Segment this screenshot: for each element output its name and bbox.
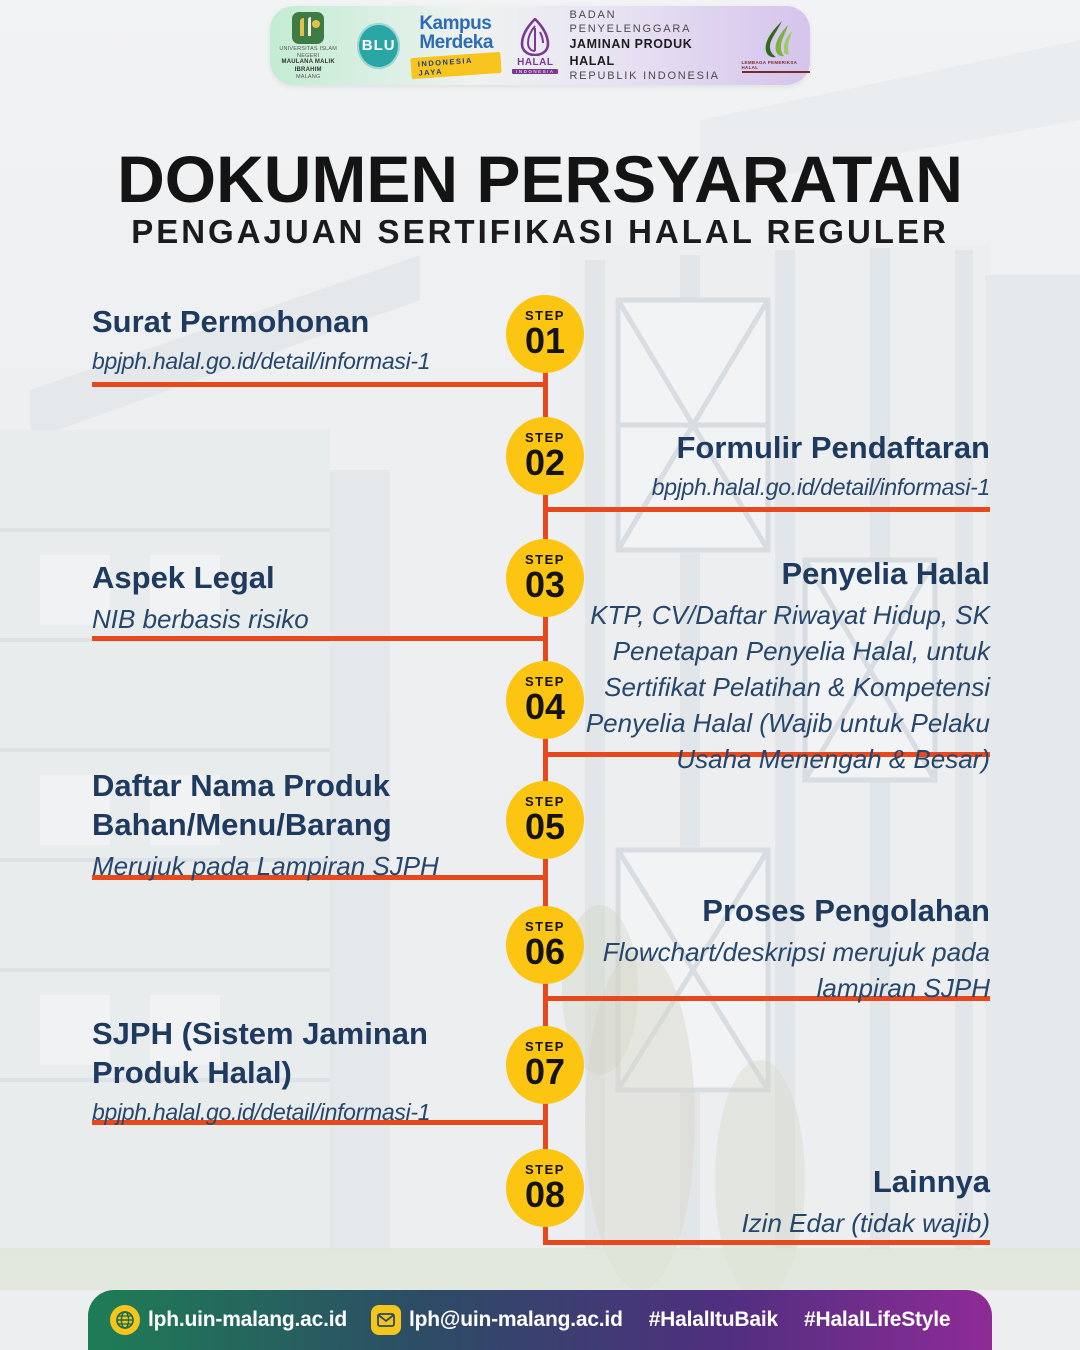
step-word: STEP (525, 307, 565, 323)
step-word: STEP (525, 429, 565, 445)
step-4-text (535, 554, 990, 777)
step-word: STEP (525, 1038, 565, 1054)
halal-indonesia-logo (512, 18, 558, 74)
step-number: 01 (524, 319, 566, 361)
step-number: 04 (524, 685, 566, 727)
step-number: 06 (524, 930, 566, 972)
step-5-text (92, 766, 492, 885)
step-desc: bpjph.halal.go.id/detail/informasi-1 (92, 1099, 431, 1126)
halal-sublabel: INDONESIA (512, 69, 558, 74)
step-desc: KTP, CV/Daftar Riwayat Hidup, SK Penetapan Penyelia Halal, untuk Sertifikat Pelatihan & Kompetensi Penyelia Halal (Wajib untuk Pelaku Usaha Menengah & Besar) (585, 600, 990, 774)
step-6-badge (506, 906, 584, 984)
header-logo-bar (270, 6, 810, 85)
bpjph-line1: BADAN PENYELENGGARA (569, 8, 692, 36)
bpjph-line3: REPUBLIK INDONESIA (569, 69, 720, 82)
lph-caption: LEMBAGA PEMERIKSA HALAL (742, 60, 811, 73)
poster-subtitle: PENGAJUAN SERTIFIKASI HALAL REGULER (131, 213, 949, 250)
footer-website-text: lph.uin-malang.ac.id (148, 1308, 348, 1331)
step-title: Aspek Legal (92, 560, 275, 595)
step-3-text (92, 558, 522, 638)
footer-hashtag-1: #HalalItuBaik (648, 1308, 778, 1331)
lph-logo (742, 19, 811, 73)
step-desc: Merujuk pada Lampiran SJPH (92, 851, 439, 882)
blu-logo (357, 23, 400, 69)
step-title: Proses Pengolahan (702, 893, 990, 928)
step-desc: bpjph.halal.go.id/detail/informasi-1 (651, 474, 990, 501)
lph-leaf-icon (756, 19, 796, 59)
step-1-connector (92, 382, 545, 387)
step-word: STEP (525, 793, 565, 809)
step-desc: bpjph.halal.go.id/detail/informasi-1 (92, 348, 431, 375)
step-2-connector (545, 507, 990, 512)
step-desc: Izin Edar (tidak wajib) (741, 1208, 990, 1239)
uin-malang-logo (270, 10, 346, 82)
uin-emblem-icon (290, 10, 326, 46)
bpjph-line2: JAMINAN PRODUK HALAL (569, 37, 693, 68)
step-title: Penyelia Halal (781, 556, 990, 591)
step-word: STEP (525, 1161, 565, 1177)
step-8-text (570, 1162, 990, 1242)
step-desc: NIB berbasis risiko (92, 604, 309, 635)
bpjph-text-block (569, 8, 730, 83)
step-title: Formulir Pendaftaran (676, 430, 990, 465)
step-word: STEP (525, 551, 565, 567)
halal-gunungan-icon (518, 18, 552, 56)
step-desc: Flowchart/deskripsi merujuk pada lampiran SJPH (602, 937, 990, 1003)
step-title: Surat Permohonan (92, 304, 370, 339)
step-2-text (530, 428, 990, 504)
uin-caption: UNIVERSITAS ISLAM NEGERI MAULANA MALIK IBRAHIM MALANG (279, 45, 338, 81)
step-title: SJPH (Sistem Jaminan Produk Halal) (92, 1016, 428, 1091)
indonesia-jaya-banner: INDONESIA JAYA (410, 51, 501, 78)
step-7-badge (506, 1026, 584, 1104)
halal-label: HALAL (517, 56, 554, 68)
kampus-merdeka-text: Kampus Merdeka (419, 13, 493, 53)
footer-email (371, 1305, 623, 1335)
step-5-badge (506, 781, 584, 859)
footer-hashtag-2: #HalalLifeStyle (804, 1308, 951, 1331)
blu-label: BLU (361, 37, 396, 54)
step-title: Daftar Nama Produk Bahan/Menu/Barang (92, 768, 392, 843)
mail-icon (371, 1305, 401, 1335)
step-number: 07 (524, 1050, 566, 1092)
step-number: 05 (524, 805, 566, 847)
step-6-text (590, 891, 990, 1007)
footer-website (110, 1305, 347, 1335)
step-title: Lainnya (872, 1164, 990, 1199)
poster-title: DOKUMEN PERSYARATAN (117, 142, 963, 216)
footer-email-text: lph@uin-malang.ac.id (409, 1308, 623, 1331)
step-7-text (92, 1014, 512, 1129)
step-number: 08 (524, 1173, 566, 1215)
step-word: STEP (525, 918, 565, 934)
globe-icon (110, 1305, 140, 1335)
step-1-text (92, 302, 522, 378)
footer-bar (88, 1290, 992, 1350)
step-word: STEP (525, 673, 565, 689)
kampus-merdeka-logo (411, 15, 501, 75)
step-number: 03 (524, 563, 566, 605)
step-number: 02 (524, 441, 566, 483)
